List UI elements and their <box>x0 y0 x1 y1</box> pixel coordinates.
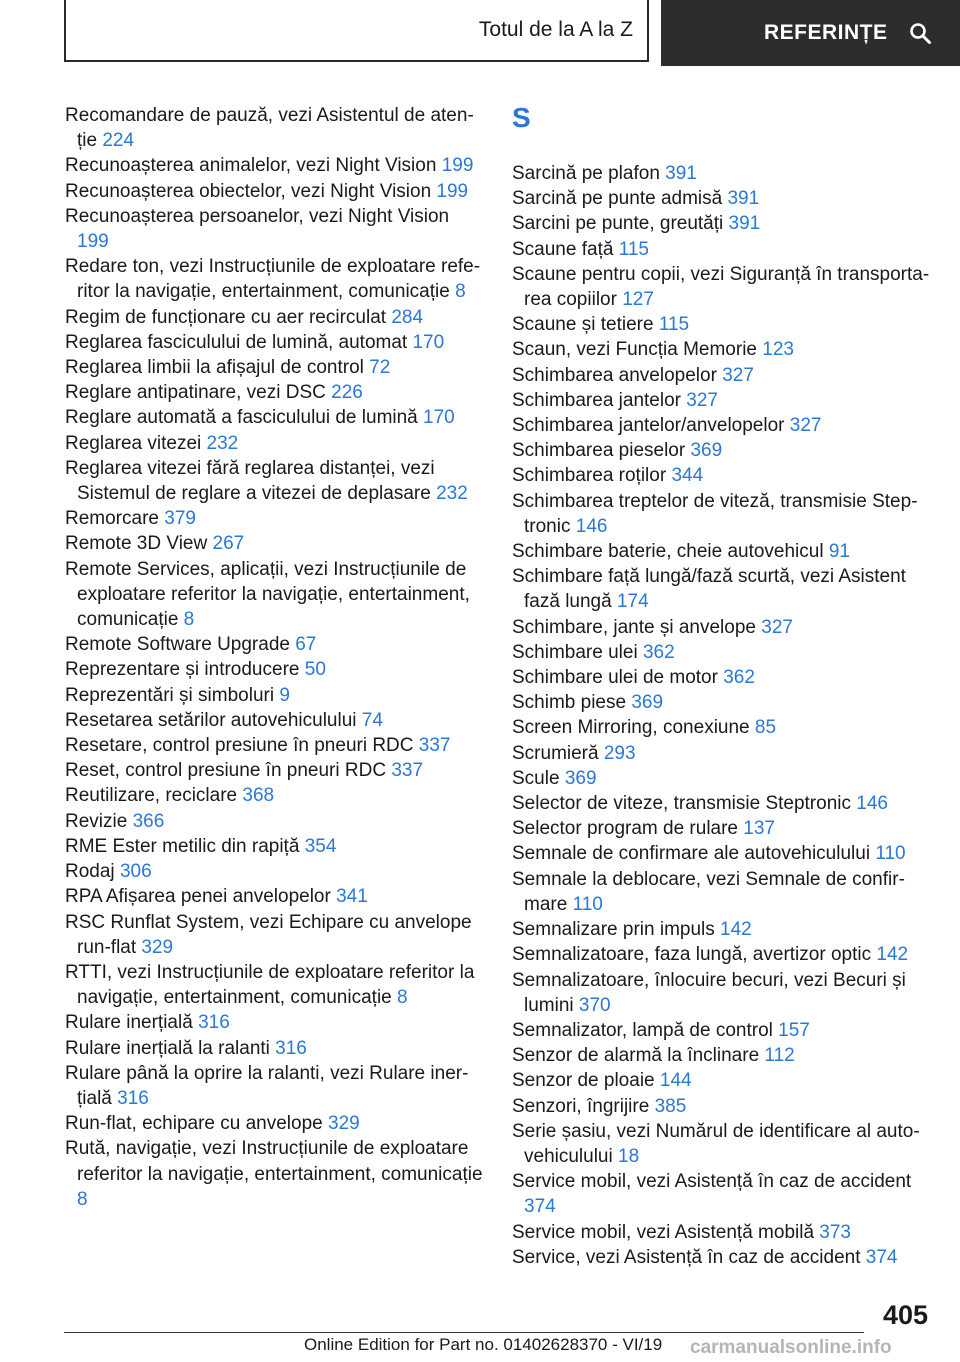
entry-text: Remote Services, aplicații, vezi Instrucțiunile de exploatare referitor la navigație, entertainment, comunicație <box>65 558 470 631</box>
page-link[interactable]: 344 <box>671 465 704 487</box>
index-entry <box>512 816 932 841</box>
index-entry <box>65 355 485 380</box>
page-link[interactable]: 232 <box>206 432 239 454</box>
index-entry <box>512 640 932 665</box>
page-link[interactable]: 8 <box>183 609 195 631</box>
index-entry <box>65 758 485 783</box>
page-link[interactable]: 354 <box>304 835 337 857</box>
page-link[interactable]: 232 <box>436 483 468 505</box>
page-link[interactable]: 115 <box>618 238 649 260</box>
page-link[interactable]: 110 <box>572 893 603 915</box>
index-entry <box>65 456 485 506</box>
index-entry <box>512 942 932 967</box>
page-link[interactable]: 385 <box>654 1095 687 1117</box>
entry-text: RSC Runflat System, vezi Echipare cu anvelope run-flat <box>65 911 472 958</box>
index-entry <box>65 708 485 733</box>
entry-text: Rulare până la oprire la ralanti, vezi Rulare inerțială <box>65 1062 469 1109</box>
page-link[interactable]: 67 <box>295 634 317 656</box>
page-header <box>64 0 960 66</box>
index-entry <box>65 405 485 430</box>
index-entry <box>65 809 485 834</box>
index-entry <box>512 615 932 640</box>
index-entry <box>512 968 932 1018</box>
page-link[interactable]: 74 <box>361 709 383 731</box>
entry-text: Scaune pentru copii, vezi Siguranță în transportarea copiilor <box>512 263 930 311</box>
page-link[interactable]: 224 <box>102 130 135 152</box>
index-entry <box>65 657 485 682</box>
entry-text: Reglare automată a fasciculului de lumină <box>65 407 418 429</box>
index-entry <box>65 153 485 178</box>
page-link[interactable]: 306 <box>119 861 152 883</box>
page-link[interactable]: 199 <box>441 155 474 177</box>
index-entry <box>65 1010 485 1035</box>
index-entry <box>65 506 485 531</box>
page-link[interactable]: 369 <box>564 767 597 789</box>
page-link[interactable]: 142 <box>876 944 909 966</box>
index-list-right <box>512 161 932 1270</box>
entry-text: Schimbare ulei de motor <box>512 667 718 689</box>
index-entry <box>65 431 485 456</box>
page-link[interactable]: 373 <box>819 1221 851 1243</box>
index-entry <box>65 960 485 1010</box>
page-link[interactable]: 327 <box>722 364 754 386</box>
entry-text: Reutilizare, reciclare <box>65 785 238 807</box>
index-entry <box>65 179 485 204</box>
index-entry <box>65 1061 485 1111</box>
index-entry <box>65 884 485 909</box>
page-link[interactable]: 226 <box>331 382 363 404</box>
page-link[interactable]: 91 <box>828 541 850 563</box>
index-entry <box>512 337 932 362</box>
index-entry <box>65 683 485 708</box>
index-entry <box>512 665 932 690</box>
index-entry <box>512 161 932 186</box>
index-entry <box>65 254 485 304</box>
index-entry <box>65 103 485 153</box>
page-link[interactable]: 362 <box>723 667 755 689</box>
index-entry <box>512 312 932 337</box>
section-title: Totul de la A la Z <box>64 0 649 62</box>
index-entry <box>512 388 932 413</box>
index-entry <box>65 733 485 758</box>
page-link[interactable]: 123 <box>762 339 794 361</box>
page-link[interactable]: 72 <box>369 357 391 379</box>
entry-text: Scaune față <box>512 238 614 260</box>
entry-text: Schimbarea anvelopelor <box>512 364 717 386</box>
index-entry <box>512 539 932 564</box>
page-link[interactable]: 327 <box>686 389 718 411</box>
index-entry <box>512 1220 932 1245</box>
entry-text: Remote 3D View <box>65 533 208 555</box>
entry-text: Serie șasiu, vezi Numărul de identificare al autovehiculului <box>512 1120 920 1167</box>
index-entry <box>65 910 485 960</box>
entry-text: Schimbarea jantelor/anvelopelor <box>512 415 785 437</box>
page-link[interactable]: 170 <box>412 331 445 353</box>
entry-text: Screen Mirroring, conexiune <box>512 717 750 739</box>
entry-text: Rulare inerțială <box>65 1012 193 1034</box>
index-entry <box>65 380 485 405</box>
entry-text: Schimbare ulei <box>512 641 638 663</box>
entry-text: Run-flat, echipare cu anvelope <box>65 1113 323 1135</box>
index-entry <box>512 186 932 211</box>
index-entry <box>512 211 932 236</box>
index-entry <box>65 557 485 633</box>
page-link[interactable]: 337 <box>391 760 424 782</box>
page-link[interactable]: 316 <box>117 1087 149 1109</box>
index-entry <box>512 363 932 388</box>
page-link[interactable]: 316 <box>275 1037 307 1059</box>
index-entry <box>512 489 932 539</box>
entry-text: Scaun, vezi Funcția Memorie <box>512 339 757 361</box>
entry-text: Schimbarea jantelor <box>512 389 681 411</box>
page-link[interactable]: 18 <box>618 1145 640 1167</box>
entry-text: Selector program de rulare <box>512 818 738 840</box>
index-entry <box>512 237 932 262</box>
page-link[interactable]: 374 <box>865 1246 898 1268</box>
watermark: carmanualsonline.info <box>690 1337 892 1358</box>
entry-text: Reglarea vitezei fără reglarea distanței, vezi Sistemul de reglare a vitezei de deplasare <box>65 457 435 505</box>
entry-text: Schimbare față lungă/fază scurtă, vezi Asistent fază lungă <box>512 566 906 613</box>
entry-text: Senzor de alarmă la înclinare <box>512 1045 760 1067</box>
entry-text: Recunoașterea animalelor, vezi Night Vision <box>65 155 437 177</box>
page-link[interactable]: 341 <box>336 886 368 908</box>
entry-text: Semnalizator, lampă de control <box>512 1019 773 1041</box>
index-entry <box>65 204 485 254</box>
index-column-left <box>65 103 485 1212</box>
entry-text: Remote Software Upgrade <box>65 634 290 656</box>
index-entry <box>512 413 932 438</box>
entry-text: Semnalizare prin impuls <box>512 919 715 941</box>
page-link[interactable]: 369 <box>690 440 723 462</box>
page-link[interactable]: 329 <box>328 1113 360 1135</box>
page-link[interactable]: 362 <box>642 641 675 663</box>
index-entry <box>512 1245 932 1270</box>
page-link[interactable]: 374 <box>524 1196 556 1218</box>
page-link[interactable]: 199 <box>436 180 469 202</box>
entry-text: Selector de viteze, transmisie Steptronic <box>512 793 851 815</box>
search-icon[interactable] <box>908 21 932 45</box>
page-link[interactable]: 368 <box>242 785 275 807</box>
index-column-right <box>512 103 932 1270</box>
chapter-label: REFERINȚE <box>764 21 888 44</box>
entry-text: Resetare, control presiune în pneuri RDC <box>65 735 414 757</box>
page-link[interactable]: 327 <box>789 415 822 437</box>
entry-text: Schimbarea treptelor de viteză, transmisie Steptronic <box>512 490 918 537</box>
index-entry <box>512 917 932 942</box>
entry-text: Reprezentare și introducere <box>65 659 300 681</box>
page-link[interactable]: 112 <box>764 1045 795 1067</box>
entry-text: Scule <box>512 767 560 789</box>
entry-text: Sarcină pe punte admisă <box>512 188 723 210</box>
page-link[interactable]: 391 <box>727 188 760 210</box>
chapter-tab[interactable] <box>661 0 960 66</box>
entry-text: Revizie <box>65 810 128 832</box>
page-link[interactable]: 267 <box>212 533 245 555</box>
page-link[interactable]: 366 <box>132 810 165 832</box>
index-entry <box>65 834 485 859</box>
page-link[interactable]: 85 <box>754 717 777 739</box>
entry-text: Sarcină pe plafon <box>512 163 660 184</box>
entry-text: Rodaj <box>65 861 115 883</box>
index-entry <box>512 438 932 463</box>
entry-text: Semnale la deblocare, vezi Semnale de confirmare <box>512 868 905 915</box>
entry-text: Recomandare de pauză, vezi Asistentul de atenție <box>65 105 474 152</box>
entry-text: RTTI, vezi Instrucțiunile de exploatare referitor la navigație, entertainment, comunicație <box>65 961 475 1009</box>
entry-text: Recunoașterea obiectelor, vezi Night Vision <box>65 180 432 202</box>
page-link[interactable]: 142 <box>720 919 752 941</box>
page-link[interactable]: 110 <box>875 843 906 865</box>
page-link[interactable]: 327 <box>761 616 793 638</box>
entry-text: Senzori, îngrijire <box>512 1095 650 1117</box>
index-entry <box>512 1043 932 1068</box>
page-link[interactable]: 8 <box>77 1188 88 1210</box>
page-link[interactable]: 127 <box>622 289 654 311</box>
entry-text: Semnalizatoare, înlocuire becuri, vezi Becuri și lumini <box>512 969 906 1016</box>
index-entry <box>512 766 932 791</box>
page-link[interactable]: 379 <box>164 508 196 530</box>
page-link[interactable]: 115 <box>658 314 690 336</box>
page-link[interactable]: 146 <box>575 515 608 537</box>
page-link[interactable]: 8 <box>397 987 408 1009</box>
section-letter: S <box>512 102 531 133</box>
page-link[interactable]: 391 <box>665 163 697 184</box>
page-link[interactable]: 137 <box>743 818 775 840</box>
index-entry <box>65 632 485 657</box>
entry-text: Scrumieră <box>512 742 599 764</box>
page-link[interactable]: 50 <box>304 659 326 681</box>
page-link[interactable]: 293 <box>603 742 636 764</box>
entry-text: Regim de funcționare cu aer recirculat <box>65 306 387 328</box>
entry-text: Redare ton, vezi Instrucțiunile de exploatare referitor la navigație, entertainment, comunicație <box>65 256 481 303</box>
index-entry <box>65 531 485 556</box>
page-link[interactable]: 146 <box>856 793 888 815</box>
entry-text: Service, vezi Asistență în caz de accident <box>512 1246 861 1268</box>
entry-text: Remorcare <box>65 508 159 530</box>
index-entry <box>512 715 932 740</box>
page-link[interactable]: 284 <box>391 306 424 328</box>
entry-text: Scaune și tetiere <box>512 314 654 336</box>
index-entry <box>512 262 932 312</box>
index-entry <box>512 1068 932 1093</box>
page-link[interactable]: 337 <box>418 735 451 757</box>
entry-text: Schimb piese <box>512 692 627 714</box>
entry-text: Schimbarea roților <box>512 465 667 487</box>
entry-text: Sarcini pe punte, greutăți <box>512 213 724 235</box>
entry-text: Schimbarea pieselor <box>512 440 686 462</box>
entry-text: Reset, control presiune în pneuri RDC <box>65 760 387 782</box>
index-entry <box>512 1094 932 1119</box>
page-number: 405 <box>882 1300 928 1330</box>
index-entry <box>65 783 485 808</box>
page-link[interactable]: 370 <box>578 994 611 1016</box>
entry-text: Service mobil, vezi Asistență mobilă <box>512 1221 815 1243</box>
index-entry <box>512 690 932 715</box>
entry-text: Schimbare, jante și anvelope <box>512 616 756 638</box>
index-entry <box>512 1018 932 1043</box>
page-link[interactable]: 391 <box>728 213 761 235</box>
entry-text: Resetarea setărilor autovehiculului <box>65 709 357 731</box>
page-link[interactable]: 9 <box>279 684 290 706</box>
entry-text: Reglarea fasciculului de lumină, automat <box>65 331 408 353</box>
entry-text: Service mobil, vezi Asistență în caz de accident <box>512 1171 912 1193</box>
index-entry <box>512 841 932 866</box>
entry-text: Rută, navigație, vezi Instrucțiunile de exploatare referitor la navigație, entertainment, comunicație <box>65 1138 483 1185</box>
index-entry <box>65 859 485 884</box>
page-link[interactable]: 369 <box>631 692 664 714</box>
index-entry <box>512 867 932 917</box>
page-link[interactable]: 329 <box>141 936 174 958</box>
page-link[interactable]: 316 <box>198 1012 230 1034</box>
page-link[interactable]: 144 <box>659 1070 692 1092</box>
page-link[interactable]: 174 <box>616 591 649 613</box>
entry-text: Rulare inerțială la ralanti <box>65 1037 270 1059</box>
entry-text: RME Ester metilic din rapiță <box>65 835 300 857</box>
footer-divider <box>64 1332 864 1333</box>
entry-text: Recunoașterea persoanelor, vezi Night Vision <box>65 205 450 227</box>
entry-text: Reglare antipatinare, vezi DSC <box>65 382 326 404</box>
entry-text: Semnalizatoare, faza lungă, avertizor optic <box>512 944 872 966</box>
entry-text: Reprezentări și simboluri <box>65 684 275 706</box>
index-entry <box>65 1111 485 1136</box>
index-entry <box>512 741 932 766</box>
entry-text: Schimbare baterie, cheie autovehicul <box>512 541 824 563</box>
index-entry <box>512 1119 932 1169</box>
entry-text: Reglarea limbii la afișajul de control <box>65 357 364 379</box>
index-entry <box>65 305 485 330</box>
footer-edition: Online Edition for Part no. 01402628370 - VI/19 <box>304 1335 663 1354</box>
index-entry <box>512 1169 932 1219</box>
page-link[interactable]: 199 <box>77 231 109 253</box>
index-entry <box>65 330 485 355</box>
entry-text: Senzor de ploaie <box>512 1070 655 1092</box>
index-entry <box>512 463 932 488</box>
page-link[interactable]: 157 <box>778 1019 810 1041</box>
index-entry <box>65 1136 485 1212</box>
page-link[interactable]: 8 <box>455 281 466 303</box>
page-link[interactable]: 170 <box>423 407 455 429</box>
index-entry <box>65 1036 485 1061</box>
entry-text: Semnale de confirmare ale autovehiculului <box>512 843 871 865</box>
index-entry <box>512 791 932 816</box>
entry-text: RPA Afișarea penei anvelopelor <box>65 886 331 908</box>
index-entry <box>512 564 932 614</box>
entry-text: Reglarea vitezei <box>65 432 202 454</box>
